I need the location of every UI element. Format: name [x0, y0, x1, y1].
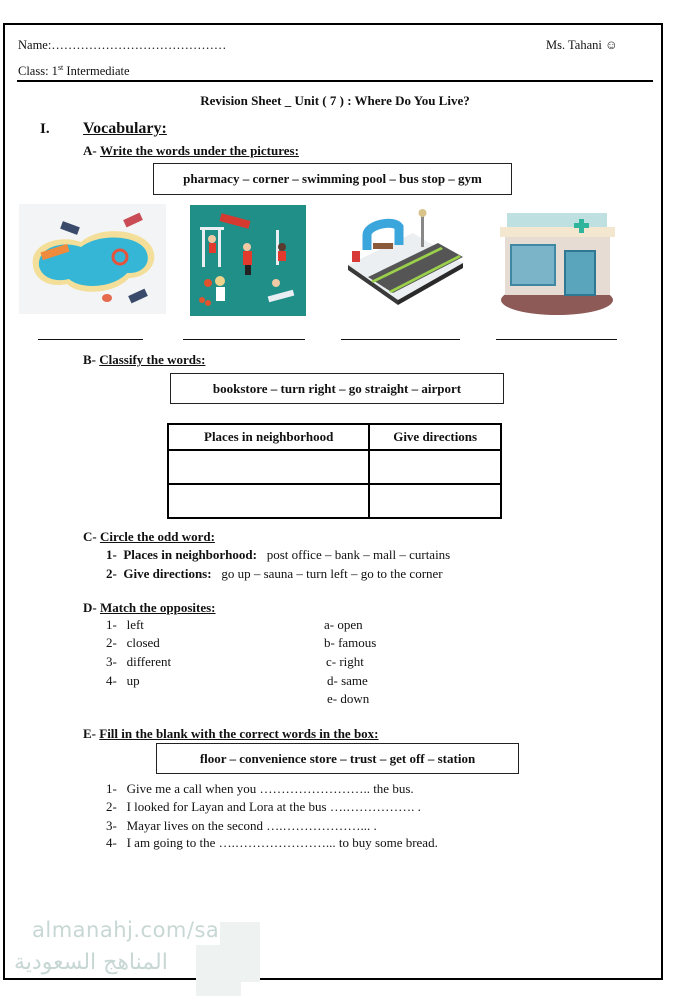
answer-line-2[interactable]	[183, 339, 305, 340]
table-row	[168, 450, 501, 484]
answer-cell[interactable]	[168, 450, 369, 484]
part-c-heading: C- Circle the odd word:	[83, 529, 215, 544]
match-right-item[interactable]: c- right	[326, 654, 364, 669]
section-title: Vocabulary:	[83, 120, 167, 137]
answer-cell[interactable]	[369, 450, 501, 484]
class-field: Class: 1st Intermediate	[18, 62, 130, 78]
answer-line-3[interactable]	[341, 339, 460, 340]
bus-stop-icon	[343, 205, 466, 315]
watermark-square	[196, 945, 241, 996]
column-header: Give directions	[369, 424, 501, 450]
swimming-pool-icon	[19, 204, 166, 314]
fill-blank-sentence[interactable]: 4- I am going to the ….…………………... to buy some bread.	[106, 835, 438, 850]
fill-blank-sentence[interactable]: 1- Give me a call when you …………………….. the bus.	[106, 781, 414, 796]
watermark-url: almanahj.com/sa	[32, 918, 220, 942]
section-numeral: I.	[40, 121, 50, 137]
page-title: Revision Sheet _ Unit ( 7 ) : Where Do You Live?	[200, 93, 470, 108]
pharmacy-icon	[495, 205, 620, 323]
part-b-word-box: bookstore – turn right – go straight – airport	[170, 373, 504, 404]
match-left-item[interactable]: 2- closed	[106, 635, 160, 650]
teacher-name: Ms. Tahani ☺	[546, 38, 618, 52]
match-left-item[interactable]: 3- different	[106, 654, 172, 669]
header-divider	[17, 80, 653, 82]
match-right-item[interactable]: b- famous	[324, 635, 377, 650]
part-a-heading: A- Write the words under the pictures:	[83, 143, 299, 158]
fill-blank-sentence[interactable]: 2- I looked for Layan and Lora at the bus ….……………. .	[106, 799, 421, 814]
match-right-item[interactable]: e- down	[327, 691, 370, 706]
part-b-heading: B- Classify the words:	[83, 352, 206, 367]
gym-icon	[190, 205, 306, 316]
answer-cell[interactable]	[369, 484, 501, 518]
watermark-arabic: المناهج السعودية	[14, 950, 168, 975]
part-e-word-box: floor – convenience store – trust – get off – station	[156, 743, 519, 774]
name-label: Name:	[18, 38, 52, 52]
match-right-item[interactable]: a- open	[324, 617, 363, 632]
part-e-heading: E- Fill in the blank with the correct words in the box:	[83, 726, 379, 741]
table-row	[168, 484, 501, 518]
part-d-heading: D- Match the opposites:	[83, 600, 216, 615]
fill-blank-sentence[interactable]: 3- Mayar lives on the second ….………………... .	[106, 818, 377, 833]
odd-word-item: 2- Give directions: go up – sauna – turn left – go to the corner	[106, 566, 443, 581]
classify-table	[167, 423, 502, 519]
match-right-item[interactable]: d- same	[327, 673, 368, 688]
name-field	[18, 38, 226, 53]
match-left-item[interactable]: 4- up	[106, 673, 140, 688]
name-blank[interactable]: ……………………………………	[51, 38, 227, 52]
answer-line-4[interactable]	[496, 339, 617, 340]
part-a-word-box: pharmacy – corner – swimming pool – bus stop – gym	[153, 163, 512, 195]
answer-cell[interactable]	[168, 484, 369, 518]
match-left-item[interactable]: 1- left	[106, 617, 144, 632]
odd-word-item: 1- Places in neighborhood: post office – bank – mall – curtains	[106, 547, 451, 562]
column-header: Places in neighborhood	[168, 424, 369, 450]
answer-line-1[interactable]	[38, 339, 143, 340]
